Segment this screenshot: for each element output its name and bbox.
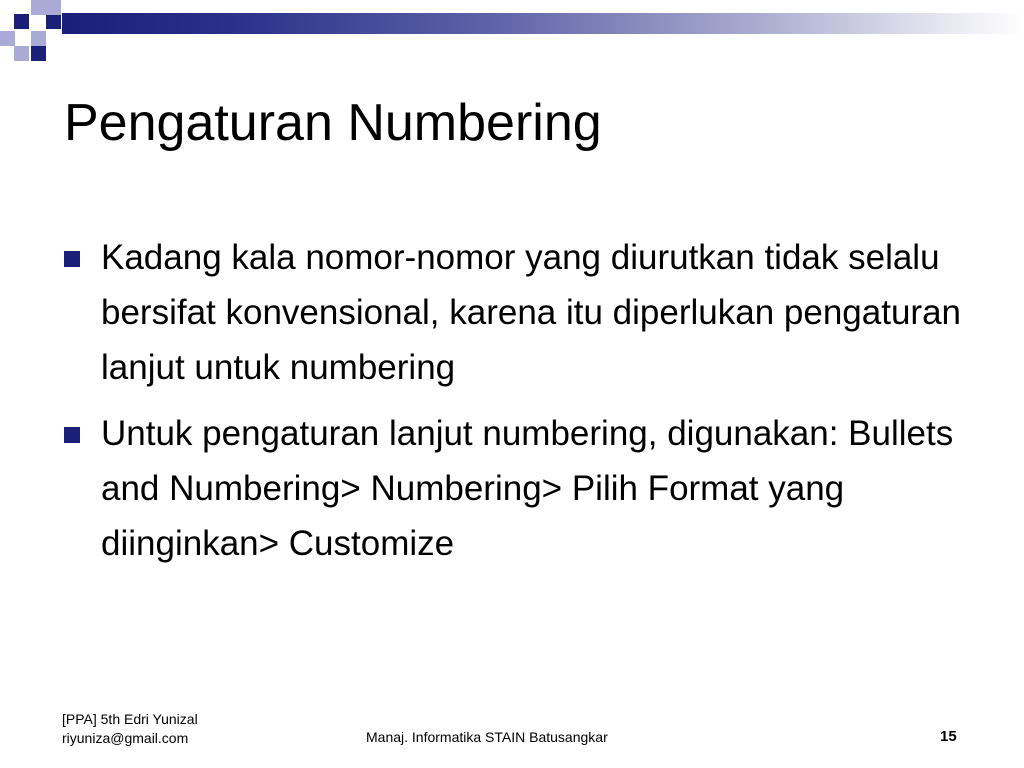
page-number: 15: [940, 728, 957, 745]
bullet-item: [64, 230, 984, 395]
checker-square: [31, 0, 46, 15]
bullet-item: [64, 406, 984, 571]
checker-square: [46, 14, 61, 29]
slide-title: Pengaturan Numbering: [64, 94, 602, 152]
bullet-list: [64, 230, 984, 582]
checker-square: [14, 46, 29, 61]
checker-square: [31, 46, 46, 61]
footer-author-name: [PPA] 5th Edri Yunizal: [62, 711, 198, 727]
checker-square: [31, 31, 46, 46]
checker-square: [0, 31, 15, 46]
bullet-text: Kadang kala nomor-nomor yang diurutkan tidak selalu bersifat konvensional, karena itu diperlukan pengaturan lanjut untuk numbering: [101, 238, 962, 387]
header-gradient-bar: [62, 13, 1024, 34]
bullet-text: Untuk pengaturan lanjut numbering, digunakan: Bullets and Numbering> Numbering> Pilih Format yang diinginkan> Customize: [101, 414, 954, 563]
footer-author: [62, 710, 198, 748]
footer-institution: Manaj. Informatika STAIN Batusangkar: [366, 729, 608, 745]
checker-squares-icon: [14, 14, 29, 29]
square-bullet-icon: [64, 251, 80, 267]
header-decoration: [0, 0, 1024, 62]
square-bullet-icon: [64, 427, 80, 443]
checker-square: [46, 0, 61, 15]
footer-author-email: riyuniza@gmail.com: [62, 730, 189, 746]
